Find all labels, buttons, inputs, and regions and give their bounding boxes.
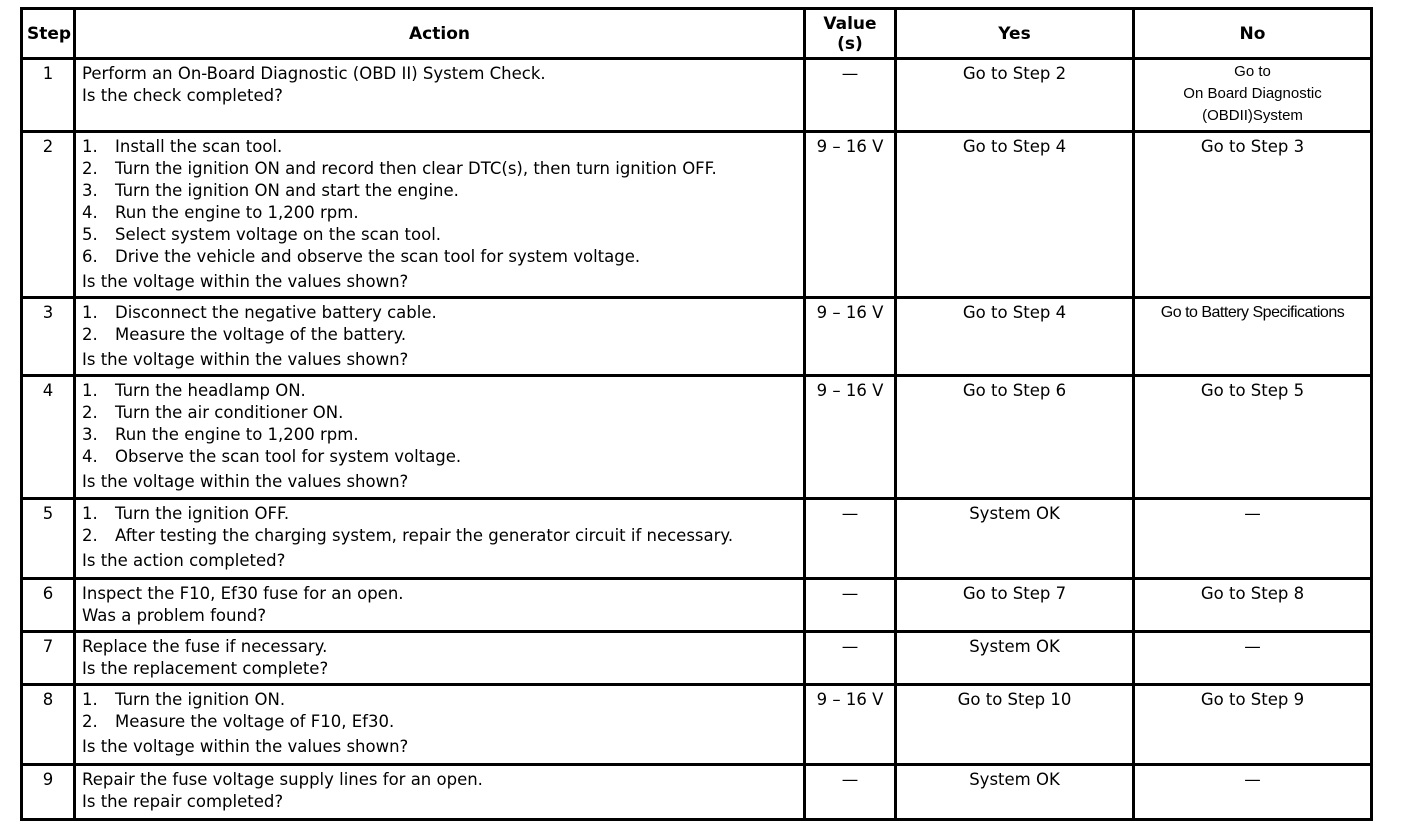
step-cell: 1 xyxy=(22,59,75,132)
value-cell: — xyxy=(805,59,896,132)
header-action: Action xyxy=(75,9,805,59)
step-cell: 7 xyxy=(22,632,75,685)
no-cell: Go to Battery Specifications xyxy=(1134,298,1372,376)
value-cell: 9 – 16 V xyxy=(805,132,896,298)
header-no: No xyxy=(1134,9,1372,59)
no-cell: Go to Step 8 xyxy=(1134,579,1372,632)
table-row xyxy=(22,298,1372,376)
action-list-item xyxy=(82,446,797,468)
table-row xyxy=(22,499,1372,579)
no-cell: — xyxy=(1134,632,1372,685)
list-item-text: Turn the ignition ON. xyxy=(115,690,286,709)
action-list-item xyxy=(82,224,797,246)
action-list-item xyxy=(82,525,797,547)
action-cell xyxy=(75,59,805,132)
action-list-item xyxy=(82,711,797,733)
list-item-number: 1. xyxy=(82,137,98,156)
table-row xyxy=(22,132,1372,298)
step-cell: 3 xyxy=(22,298,75,376)
list-item-number: 2. xyxy=(82,712,98,731)
yes-cell: Go to Step 4 xyxy=(896,298,1134,376)
header-value: Value (s) xyxy=(805,9,896,59)
action-cell xyxy=(75,632,805,685)
table-row xyxy=(22,765,1372,820)
action-list-item xyxy=(82,180,797,202)
step-cell: 2 xyxy=(22,132,75,298)
action-question: Is the voltage within the values shown? xyxy=(82,472,409,491)
action-question: Is the repair completed? xyxy=(82,792,284,811)
action-question: Is the action completed? xyxy=(82,551,286,570)
yes-cell: Go to Step 2 xyxy=(896,59,1134,132)
action-question: Is the voltage within the values shown? xyxy=(82,272,409,291)
yes-cell: Go to Step 7 xyxy=(896,579,1134,632)
action-list-item xyxy=(82,503,797,525)
table-row xyxy=(22,376,1372,499)
list-item-text: Drive the vehicle and observe the scan tool for system voltage. xyxy=(115,247,641,266)
list-item-text: After testing the charging system, repair the generator circuit if necessary. xyxy=(115,526,734,545)
list-item-number: 1. xyxy=(82,303,98,322)
action-question: Is the check completed? xyxy=(82,86,283,105)
list-item-number: 2. xyxy=(82,325,98,344)
table-row xyxy=(22,59,1372,132)
no-cell: Go to Step 5 xyxy=(1134,376,1372,499)
table-row xyxy=(22,579,1372,632)
list-item-number: 2. xyxy=(82,403,98,422)
action-cell xyxy=(75,765,805,820)
no-cell: Go to Step 9 xyxy=(1134,685,1372,765)
table-row xyxy=(22,685,1372,765)
action-text: Replace the fuse if necessary. xyxy=(82,637,328,656)
action-list-item xyxy=(82,424,797,446)
list-item-text: Run the engine to 1,200 rpm. xyxy=(115,425,359,444)
value-cell: 9 – 16 V xyxy=(805,298,896,376)
list-item-text: Turn the headlamp ON. xyxy=(115,381,306,400)
list-item-text: Observe the scan tool for system voltage. xyxy=(115,447,462,466)
header-step: Step xyxy=(22,9,75,59)
yes-cell: Go to Step 6 xyxy=(896,376,1134,499)
list-item-text: Disconnect the negative battery cable. xyxy=(115,303,437,322)
no-cell: — xyxy=(1134,765,1372,820)
step-cell: 8 xyxy=(22,685,75,765)
action-list-item xyxy=(82,324,797,346)
action-text: Perform an On-Board Diagnostic (OBD II) System Check. xyxy=(82,64,546,83)
yes-cell: Go to Step 10 xyxy=(896,685,1134,765)
action-list xyxy=(82,302,797,346)
action-cell xyxy=(75,685,805,765)
action-list xyxy=(82,503,797,547)
no-cell: Go to On Board Diagnostic (OBDII)System xyxy=(1134,59,1372,132)
action-cell xyxy=(75,579,805,632)
step-cell: 9 xyxy=(22,765,75,820)
action-list xyxy=(82,380,797,468)
list-item-text: Measure the voltage of the battery. xyxy=(115,325,407,344)
list-item-number: 3. xyxy=(82,425,98,444)
list-item-number: 4. xyxy=(82,203,98,222)
action-list-item xyxy=(82,136,797,158)
list-item-text: Install the scan tool. xyxy=(115,137,283,156)
step-cell: 4 xyxy=(22,376,75,499)
list-item-number: 5. xyxy=(82,225,98,244)
list-item-text: Turn the ignition OFF. xyxy=(115,504,290,523)
action-list xyxy=(82,689,797,733)
yes-cell: Go to Step 4 xyxy=(896,132,1134,298)
header-row xyxy=(22,9,1372,59)
action-list-item xyxy=(82,302,797,324)
list-item-number: 1. xyxy=(82,381,98,400)
value-cell: — xyxy=(805,765,896,820)
action-text: Repair the fuse voltage supply lines for an open. xyxy=(82,770,483,789)
action-cell xyxy=(75,132,805,298)
value-cell: — xyxy=(805,579,896,632)
list-item-number: 2. xyxy=(82,526,98,545)
step-cell: 6 xyxy=(22,579,75,632)
list-item-number: 2. xyxy=(82,159,98,178)
action-list-item xyxy=(82,402,797,424)
yes-cell: System OK xyxy=(896,765,1134,820)
table-row xyxy=(22,632,1372,685)
step-cell: 5 xyxy=(22,499,75,579)
list-item-number: 6. xyxy=(82,247,98,266)
list-item-text: Turn the ignition ON and start the engine. xyxy=(115,181,459,200)
list-item-number: 1. xyxy=(82,690,98,709)
header-yes: Yes xyxy=(896,9,1134,59)
yes-cell: System OK xyxy=(896,632,1134,685)
list-item-text: Turn the ignition ON and record then clear DTC(s), then turn ignition OFF. xyxy=(115,159,717,178)
list-item-number: 3. xyxy=(82,181,98,200)
action-list-item xyxy=(82,380,797,402)
no-cell: — xyxy=(1134,499,1372,579)
action-list xyxy=(82,136,797,268)
list-item-number: 4. xyxy=(82,447,98,466)
list-item-text: Measure the voltage of F10, Ef30. xyxy=(115,712,395,731)
list-item-text: Turn the air conditioner ON. xyxy=(115,403,344,422)
action-question: Was a problem found? xyxy=(82,606,267,625)
value-cell: 9 – 16 V xyxy=(805,685,896,765)
value-cell: — xyxy=(805,632,896,685)
action-cell xyxy=(75,499,805,579)
action-question: Is the voltage within the values shown? xyxy=(82,350,409,369)
diagnostic-table xyxy=(20,7,1373,821)
action-list-item xyxy=(82,246,797,268)
action-text: Inspect the F10, Ef30 fuse for an open. xyxy=(82,584,404,603)
list-item-number: 1. xyxy=(82,504,98,523)
list-item-text: Run the engine to 1,200 rpm. xyxy=(115,203,359,222)
action-list-item xyxy=(82,689,797,711)
yes-cell: System OK xyxy=(896,499,1134,579)
action-cell xyxy=(75,298,805,376)
action-question: Is the voltage within the values shown? xyxy=(82,737,409,756)
action-cell xyxy=(75,376,805,499)
action-list-item xyxy=(82,202,797,224)
action-question: Is the replacement complete? xyxy=(82,659,329,678)
value-cell: 9 – 16 V xyxy=(805,376,896,499)
action-list-item xyxy=(82,158,797,180)
no-cell: Go to Step 3 xyxy=(1134,132,1372,298)
list-item-text: Select system voltage on the scan tool. xyxy=(115,225,442,244)
value-cell: — xyxy=(805,499,896,579)
